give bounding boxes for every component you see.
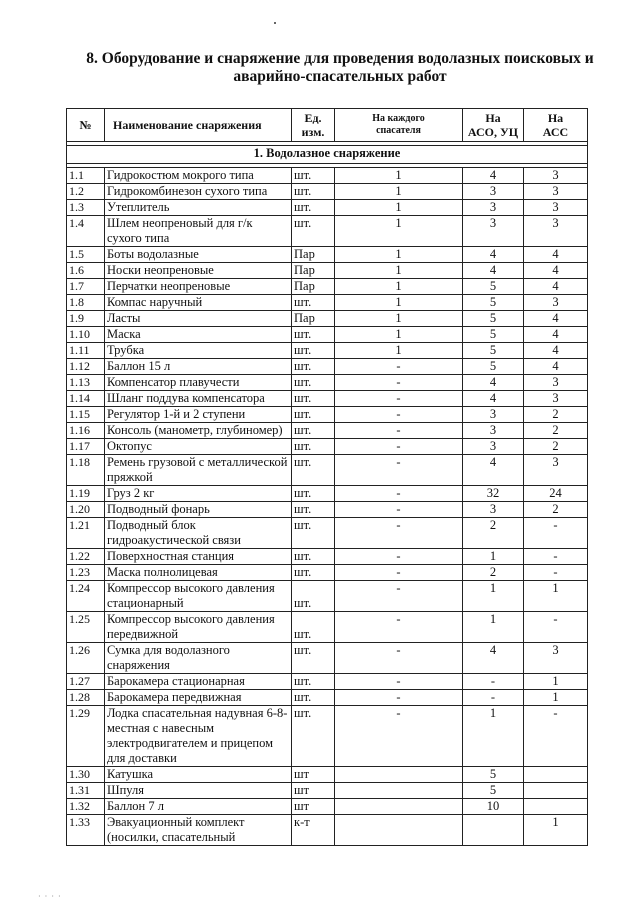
cell-aso: 4 — [463, 263, 524, 279]
cell-num: 1.28 — [67, 690, 105, 706]
header-per-line-1: На каждого — [372, 113, 425, 124]
table-row — [67, 549, 588, 565]
cell-aso: 3 — [463, 423, 524, 439]
table-row — [67, 565, 588, 581]
table-row — [67, 168, 588, 184]
cell-name: Ремень грузовой с металлической пряжкой — [105, 455, 292, 486]
cell-name: Шлем неопреновый для г/к сухого типа — [105, 216, 292, 247]
table-row — [67, 407, 588, 423]
cell-aso: 4 — [463, 391, 524, 407]
cell-num: 1.10 — [67, 327, 105, 343]
cell-aso: 5 — [463, 311, 524, 327]
cell-name: Сумка для водолазного снаряжения — [105, 643, 292, 674]
cell-ass: 4 — [524, 279, 588, 295]
cell-per-rescuer: - — [335, 423, 463, 439]
cell-num: 1.3 — [67, 200, 105, 216]
table-row — [67, 343, 588, 359]
cell-name: Компрессор высокого давления стационарный — [105, 581, 292, 612]
cell-ass — [524, 767, 588, 783]
cell-ass: 1 — [524, 581, 588, 612]
header-aso-line-2: АСО, УЦ — [467, 125, 519, 139]
cell-aso: 1 — [463, 706, 524, 767]
cell-name: Груз 2 кг — [105, 486, 292, 502]
cell-name: Катушка — [105, 767, 292, 783]
cell-ass: 4 — [524, 327, 588, 343]
cell-num: 1.1 — [67, 168, 105, 184]
cell-per-rescuer — [335, 799, 463, 815]
cell-ass: 1 — [524, 815, 588, 846]
cell-unit: шт. — [292, 184, 335, 200]
cell-num: 1.30 — [67, 767, 105, 783]
cell-per-rescuer: 1 — [335, 184, 463, 200]
cell-ass: 4 — [524, 247, 588, 263]
cell-name: Подводный фонарь — [105, 502, 292, 518]
cell-name: Носки неопреновые — [105, 263, 292, 279]
cell-aso: 3 — [463, 502, 524, 518]
header-ass-line-2: АСС — [542, 125, 569, 139]
cell-unit: шт. — [292, 391, 335, 407]
cell-aso: - — [463, 674, 524, 690]
cell-ass — [524, 799, 588, 815]
table-row — [67, 375, 588, 391]
section-row — [67, 146, 588, 164]
header-name: Наименование снаряжения — [105, 109, 292, 142]
cell-ass: 3 — [524, 391, 588, 407]
cell-aso: 1 — [463, 549, 524, 565]
cell-ass: 3 — [524, 168, 588, 184]
header-num: № — [67, 109, 105, 142]
cell-aso: 1 — [463, 581, 524, 612]
title-line-2: аварийно-спасательных работ — [233, 68, 447, 85]
cell-unit: шт. — [292, 439, 335, 455]
cell-name: Компас наручный — [105, 295, 292, 311]
cell-per-rescuer: - — [335, 690, 463, 706]
table-row — [67, 502, 588, 518]
cell-num: 1.2 — [67, 184, 105, 200]
cell-aso: 4 — [463, 375, 524, 391]
cell-unit: шт. — [292, 359, 335, 375]
cell-name: Шланг поддува компенсатора — [105, 391, 292, 407]
cell-unit: шт. — [292, 549, 335, 565]
cell-num: 1.27 — [67, 674, 105, 690]
cell-unit: шт. — [292, 295, 335, 311]
cell-num: 1.24 — [67, 581, 105, 612]
table-row — [67, 327, 588, 343]
cell-unit: шт. — [292, 581, 335, 612]
cell-name: Маска полнолицевая — [105, 565, 292, 581]
header-ass — [524, 109, 588, 142]
cell-unit: Пар — [292, 311, 335, 327]
header-per-line-2: спасателя — [376, 125, 421, 136]
cell-unit: шт — [292, 783, 335, 799]
cell-unit: шт. — [292, 168, 335, 184]
cell-aso: 5 — [463, 327, 524, 343]
cell-aso: 5 — [463, 767, 524, 783]
cell-aso: 5 — [463, 279, 524, 295]
cell-name: Лодка спасательная надувная 6-8-местная с навесным электродвигателем и прицепом для доставки — [105, 706, 292, 767]
cell-ass: 1 — [524, 674, 588, 690]
cell-aso: 3 — [463, 407, 524, 423]
table-row — [67, 518, 588, 549]
cell-unit: шт — [292, 767, 335, 783]
table-row — [67, 455, 588, 486]
cell-ass: 3 — [524, 216, 588, 247]
cell-per-rescuer — [335, 783, 463, 799]
cell-per-rescuer: - — [335, 549, 463, 565]
cell-num: 1.26 — [67, 643, 105, 674]
title-line-1: 8. Оборудование и снаряжение для проведения водолазных поисковых и — [86, 50, 594, 67]
cell-num: 1.15 — [67, 407, 105, 423]
cell-name: Ласты — [105, 311, 292, 327]
cell-aso — [463, 815, 524, 846]
cell-num: 1.33 — [67, 815, 105, 846]
cell-aso: 10 — [463, 799, 524, 815]
cell-per-rescuer: 1 — [335, 343, 463, 359]
cell-ass: 3 — [524, 200, 588, 216]
cell-name: Регулятор 1-й и 2 ступени — [105, 407, 292, 423]
cell-per-rescuer: - — [335, 565, 463, 581]
cell-ass: - — [524, 706, 588, 767]
cell-ass — [524, 783, 588, 799]
cell-name: Маска — [105, 327, 292, 343]
cell-num: 1.5 — [67, 247, 105, 263]
cell-unit: шт — [292, 799, 335, 815]
header-ass-line-1: На — [547, 111, 564, 125]
cell-name: Консоль (манометр, глубиномер) — [105, 423, 292, 439]
cell-name: Компрессор высокого давления передвижной — [105, 612, 292, 643]
cell-num: 1.17 — [67, 439, 105, 455]
table-row — [67, 295, 588, 311]
cell-aso: 3 — [463, 184, 524, 200]
cell-num: 1.11 — [67, 343, 105, 359]
page-title — [40, 50, 640, 86]
table-row — [67, 359, 588, 375]
cell-unit: шт. — [292, 612, 335, 643]
cell-num: 1.22 — [67, 549, 105, 565]
cell-name: Подводный блок гидроакустической связи — [105, 518, 292, 549]
cell-per-rescuer: 1 — [335, 216, 463, 247]
table-row — [67, 799, 588, 815]
cell-per-rescuer: 1 — [335, 279, 463, 295]
cell-name: Эвакуационный комплект (носилки, спасательный — [105, 815, 292, 846]
table-row — [67, 612, 588, 643]
table-row — [67, 783, 588, 799]
cell-per-rescuer: 1 — [335, 263, 463, 279]
cell-unit: шт. — [292, 518, 335, 549]
cell-per-rescuer: - — [335, 359, 463, 375]
cell-unit: шт. — [292, 690, 335, 706]
cell-per-rescuer: - — [335, 518, 463, 549]
cell-num: 1.6 — [67, 263, 105, 279]
cell-per-rescuer: - — [335, 612, 463, 643]
cell-aso: 5 — [463, 343, 524, 359]
cell-unit: Пар — [292, 279, 335, 295]
cell-num: 1.25 — [67, 612, 105, 643]
cell-name: Трубка — [105, 343, 292, 359]
cell-per-rescuer: 1 — [335, 247, 463, 263]
cell-per-rescuer: - — [335, 502, 463, 518]
cell-unit: шт. — [292, 423, 335, 439]
table-body — [67, 142, 588, 846]
cell-aso: 2 — [463, 518, 524, 549]
cell-num: 1.21 — [67, 518, 105, 549]
cell-ass: 2 — [524, 502, 588, 518]
cell-unit: шт. — [292, 200, 335, 216]
table-row — [67, 311, 588, 327]
cell-ass: - — [524, 565, 588, 581]
table-row — [67, 184, 588, 200]
cell-unit: шт. — [292, 565, 335, 581]
cell-ass: - — [524, 549, 588, 565]
cell-unit: шт. — [292, 643, 335, 674]
cell-ass: 2 — [524, 407, 588, 423]
cell-aso: 4 — [463, 643, 524, 674]
table-row — [67, 216, 588, 247]
cell-aso: 3 — [463, 216, 524, 247]
cell-aso: 4 — [463, 455, 524, 486]
cell-per-rescuer: - — [335, 391, 463, 407]
cell-num: 1.20 — [67, 502, 105, 518]
cell-name: Утеплитель — [105, 200, 292, 216]
table-row — [67, 706, 588, 767]
cell-num: 1.18 — [67, 455, 105, 486]
cell-num: 1.7 — [67, 279, 105, 295]
header-unit — [292, 109, 335, 142]
cell-per-rescuer — [335, 815, 463, 846]
cell-ass: 2 — [524, 439, 588, 455]
cell-ass: 3 — [524, 455, 588, 486]
cell-per-rescuer: - — [335, 455, 463, 486]
cell-name: Компенсатор плавучести — [105, 375, 292, 391]
cell-ass: 3 — [524, 643, 588, 674]
cell-num: 1.14 — [67, 391, 105, 407]
cell-unit: шт. — [292, 674, 335, 690]
cell-per-rescuer: - — [335, 439, 463, 455]
table-row — [67, 247, 588, 263]
header-aso — [463, 109, 524, 142]
cell-unit: Пар — [292, 263, 335, 279]
cell-name: Баллон 15 л — [105, 359, 292, 375]
cell-per-rescuer: 1 — [335, 168, 463, 184]
cell-ass: 4 — [524, 263, 588, 279]
cell-name: Барокамера передвижная — [105, 690, 292, 706]
header-aso-line-1: На — [485, 111, 501, 125]
cell-ass: - — [524, 518, 588, 549]
table-row — [67, 439, 588, 455]
cell-unit: шт. — [292, 407, 335, 423]
table-row — [67, 690, 588, 706]
cell-unit: шт. — [292, 327, 335, 343]
cell-aso: 5 — [463, 359, 524, 375]
cell-aso: 4 — [463, 168, 524, 184]
cell-name: Перчатки неопреновые — [105, 279, 292, 295]
cell-per-rescuer: - — [335, 706, 463, 767]
cell-unit: шт. — [292, 502, 335, 518]
cell-unit: шт. — [292, 375, 335, 391]
cell-num: 1.13 — [67, 375, 105, 391]
cell-per-rescuer: 1 — [335, 327, 463, 343]
table-row — [67, 767, 588, 783]
cell-num: 1.23 — [67, 565, 105, 581]
cell-per-rescuer — [335, 767, 463, 783]
cell-aso: 3 — [463, 200, 524, 216]
cell-name: Поверхностная станция — [105, 549, 292, 565]
cell-num: 1.16 — [67, 423, 105, 439]
cell-num: 1.31 — [67, 783, 105, 799]
table-header-row — [67, 109, 588, 142]
cell-num: 1.19 — [67, 486, 105, 502]
cell-aso: 2 — [463, 565, 524, 581]
cell-ass: 24 — [524, 486, 588, 502]
cell-per-rescuer: 1 — [335, 200, 463, 216]
cell-num: 1.32 — [67, 799, 105, 815]
cell-per-rescuer: - — [335, 643, 463, 674]
table-row — [67, 815, 588, 846]
cell-per-rescuer: 1 — [335, 311, 463, 327]
table-row — [67, 391, 588, 407]
cell-ass: 4 — [524, 311, 588, 327]
equipment-table — [66, 108, 588, 846]
cell-aso: 4 — [463, 247, 524, 263]
cell-ass: 3 — [524, 295, 588, 311]
header-unit-line-2: изм. — [301, 125, 325, 139]
cell-unit: шт. — [292, 343, 335, 359]
table-row — [67, 423, 588, 439]
header-unit-line-1: Ед. — [304, 111, 322, 125]
cell-per-rescuer: - — [335, 486, 463, 502]
table-row — [67, 279, 588, 295]
cell-unit: Пар — [292, 247, 335, 263]
section-title: 1. Водолазное снаряжение — [67, 146, 588, 164]
table-row — [67, 581, 588, 612]
cell-aso: 1 — [463, 612, 524, 643]
cell-ass: - — [524, 612, 588, 643]
cell-name: Гидрокомбинезон сухого типа — [105, 184, 292, 200]
cell-num: 1.29 — [67, 706, 105, 767]
cell-name: Барокамера стационарная — [105, 674, 292, 690]
cell-per-rescuer: - — [335, 375, 463, 391]
cell-aso: 3 — [463, 439, 524, 455]
cell-num: 1.9 — [67, 311, 105, 327]
cell-name: Гидрокостюм мокрого типа — [105, 168, 292, 184]
cell-num: 1.12 — [67, 359, 105, 375]
cell-per-rescuer: - — [335, 581, 463, 612]
cell-unit: шт. — [292, 216, 335, 247]
scan-speck — [274, 22, 276, 24]
cell-unit: шт. — [292, 706, 335, 767]
cell-unit: шт. — [292, 486, 335, 502]
cell-ass: 4 — [524, 343, 588, 359]
cell-num: 1.8 — [67, 295, 105, 311]
cell-ass: 3 — [524, 184, 588, 200]
cell-aso: - — [463, 690, 524, 706]
cell-per-rescuer: - — [335, 674, 463, 690]
cell-per-rescuer: 1 — [335, 295, 463, 311]
cell-aso: 32 — [463, 486, 524, 502]
cell-ass: 2 — [524, 423, 588, 439]
cell-num: 1.4 — [67, 216, 105, 247]
table-row — [67, 486, 588, 502]
cell-ass: 1 — [524, 690, 588, 706]
table-row — [67, 674, 588, 690]
cell-ass: 4 — [524, 359, 588, 375]
cell-ass: 3 — [524, 375, 588, 391]
cell-unit: к-т — [292, 815, 335, 846]
cell-per-rescuer: - — [335, 407, 463, 423]
cell-name: Боты водолазные — [105, 247, 292, 263]
cell-aso: 5 — [463, 295, 524, 311]
cell-name: Баллон 7 л — [105, 799, 292, 815]
table-row — [67, 263, 588, 279]
cell-unit: шт. — [292, 455, 335, 486]
cell-aso: 5 — [463, 783, 524, 799]
cell-name: Октопус — [105, 439, 292, 455]
scan-corner-mark: · · · · — [38, 892, 62, 901]
header-per-rescuer — [335, 109, 463, 142]
table-row — [67, 643, 588, 674]
table-row — [67, 200, 588, 216]
cell-name: Шпуля — [105, 783, 292, 799]
